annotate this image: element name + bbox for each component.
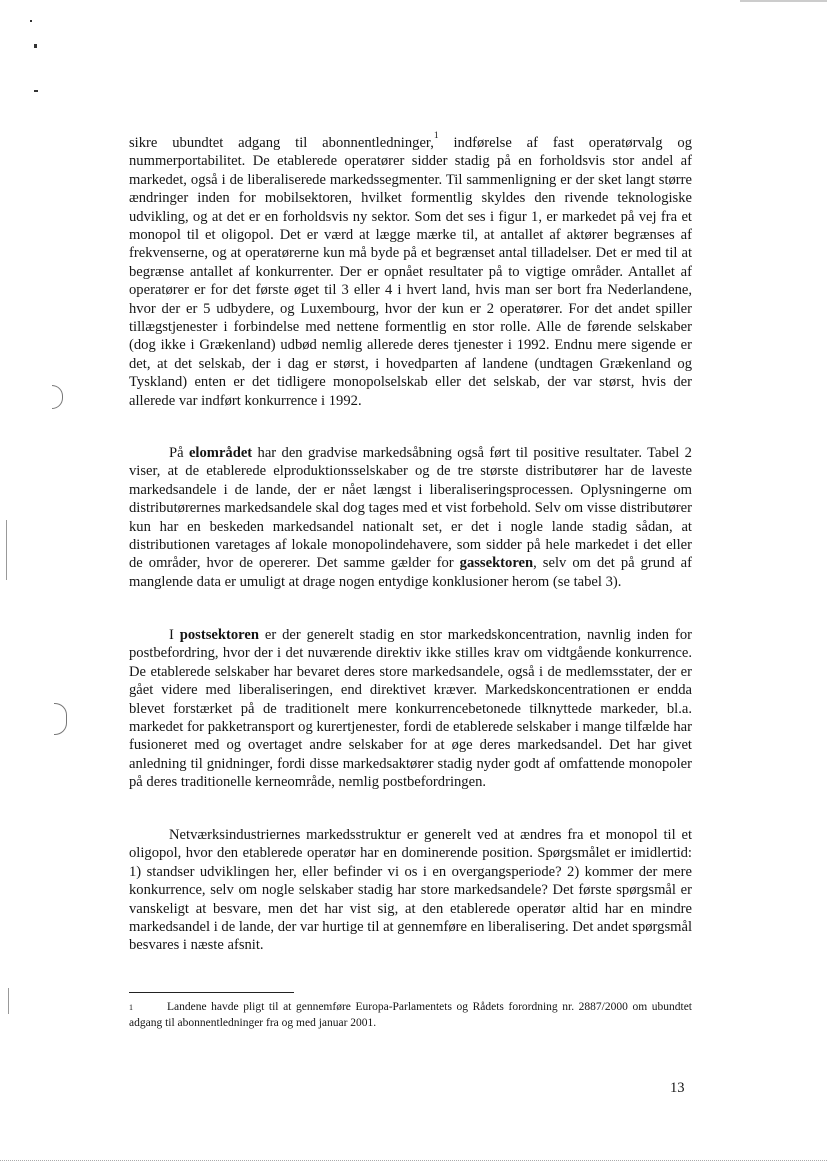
paragraph-text: I [169, 627, 180, 643]
paragraph-text: har den gradvise markedsåbning også ført til positive resultater. Tabel 2 viser, at de etablerede elproduktionsselskaber og de tre største distributører har de laveste markedsandele i de lande, der er nået længst i liberaliseringsprocessen. Oplysningerne om distributørernes markedsandele skal dog tages med et vist forbehold. Selv om visse distributører kun har en beskeden markedsandel nationalt set, er det i nogle lande stadig sådan, at distributionen varetages af lokale monopolindehavere, som sidder på hele markedet i det eller de områder, hvor de opererer. Det samme gælder for [129, 445, 692, 572]
footnote-divider [129, 992, 294, 993]
paragraph-text: er der generelt stadig en stor markedskoncentration, navnlig inden for postbefordring, hvor der i det nuværende direktiv ikke stilles krav om vidtgående konkurrence. De etablerede selskaber har bevaret deres store markedsandele, også i de medlemsstater, der er gået videre med liberaliseringen, end direktivet kræver. Markedskoncentrationen er endda blevet forstærket på de traditionelt mere konkurrencebetonede tilknyttede markeder, bl.a. markedet for pakketransport og kurertjenester, fordi de etablerede selskaber i mange tilfælde har fusioneret med og overtaget andre selskaber for at øge deres markedsandel. Det har givet anledning til gnidninger, fordi disse markedsaktører stadig nyder godt af omfattende monopoler på deres traditionelle kerneområde, nemlig postbefordringen. [129, 627, 692, 791]
scan-edge-line [6, 520, 7, 580]
scan-speck [30, 20, 32, 22]
scan-speck [34, 90, 38, 92]
bold-term: postsektoren [179, 627, 259, 643]
scan-speck [34, 44, 37, 48]
scan-punch-mark [52, 385, 63, 409]
page-number: 13 [670, 1080, 685, 1096]
scan-edge-line [8, 988, 9, 1014]
footnote [129, 1000, 692, 1031]
paragraph-text: sikre ubundtet adgang til abonnentledninger, [129, 135, 434, 151]
paragraph-market-structure: Netværksindustriernes markedsstruktur er generelt ved at ændres fra et monopol til et oligopol, hvor den etablerede operatør har en dominerende position. Spørgsmålet er imidlertid: 1) standser udviklingen her, eller befinder vi os i en overgangsperiode? 2) kommer der mere konkurrence, selv om nogle selskaber stadig har store markedsandele? Det første spørgsmål er vanskeligt at besvare, men det har vist sig, at den etablerede operatør altid har en mindre markedsandel i de lande, der var hurtige til at gennemføre en liberalisering. Det andet spørgsmål besvares i næste afsnit. [129, 827, 693, 954]
paragraph-postal [129, 626, 692, 792]
scan-artifact-top [740, 0, 827, 2]
scan-edge-bottom [0, 1160, 827, 1162]
bold-term: elområdet [188, 445, 253, 461]
footnote-marker: 1 [129, 1003, 133, 1012]
footnote-text: Landene havde pligt til at gennemføre Europa-Parlamentets og Rådets forordning nr. 2887/2000 om ubundtet adgang til abonnentledninger fra og med januar 2001. [129, 1001, 692, 1029]
footnote-reference: 1 [433, 131, 439, 141]
bold-term: gassektoren [459, 555, 534, 572]
paragraph-text: På [169, 445, 189, 461]
paragraph-electricity [129, 444, 692, 591]
paragraph-text: , selv om det på grund af manglende data er umuligt at drage nogen entydige konklusioner herom (se tabel 3). [129, 555, 692, 590]
paragraph-telecom [129, 131, 693, 410]
scan-punch-mark [54, 703, 67, 735]
paragraph-text: indførelse af fast operatørvalg og nummerportabilitet. De etablerede operatører sidder stadig på en forholdsvis stor andel af markedet, også i de liberaliserede markedssegmenter. Til sammenligning er der sket langt større ændringer inden for mobilsektoren, hvilket formentlig skyldes den rivende teknologiske udvikling, og at det er en forholdsvis ny sektor. Som det ses i figur 1, er markedet på vej fra et monopol til et oligopol. Det er værd at lægge mærke til, at antallet af aktører begrænses af frekvenserne, og at operatørerne kun må byde på et begrænset antal tilladelser. Det er med til at begrænse antallet af konkurrenter. Der er opnået resultater på to vigtige områder. Antallet af operatører er for det første øget til 3 eller 4 i hvert land, hvis man ser bort fra Nederlandene, hvor der er 5 udbydere, og Luxembourg, hvor der kun er 2 operatører. For det andet spiller tillægstjenester i forbindelse med nettene formentlig en stor rolle. Alle de førende selskaber (dog ikke i Grækenland) udbød nemlig allerede deres tjenester i 1992. Endnu mere sigende er det, at det selskab, der i dag er størst, i hovedparten af landene (undtagen Grækenland og Tyskland) enten er det tidligere monopolselskab eller det selskab, der var størst, hvis der allerede var indført konkurrence i 1992. [129, 135, 693, 409]
